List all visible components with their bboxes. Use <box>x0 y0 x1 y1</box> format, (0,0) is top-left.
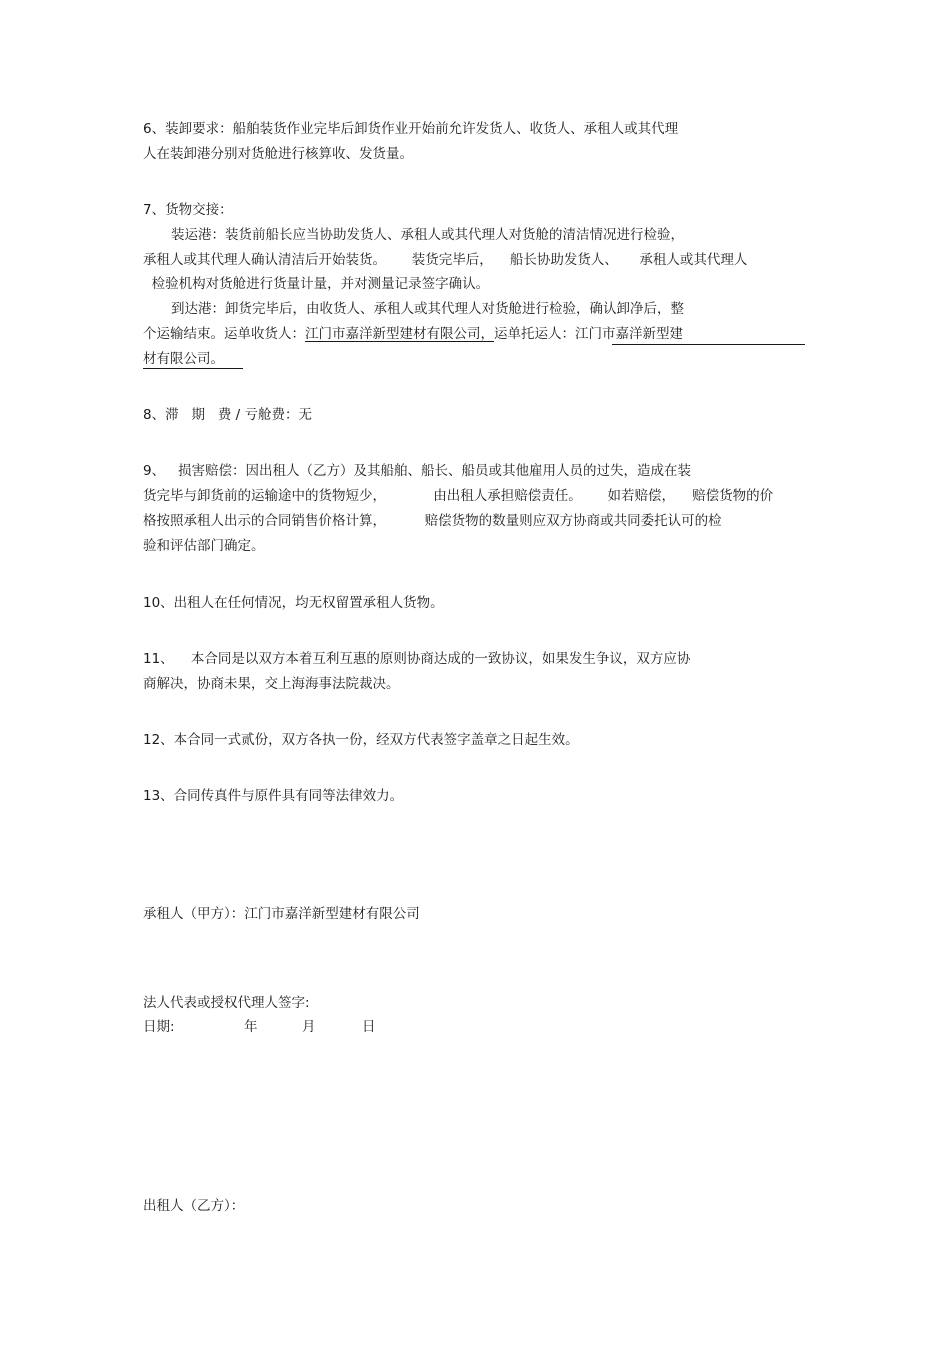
clause-7-line-5 <box>143 326 683 342</box>
clause-10-line-1: 10、出租人在任何情况，均无权留置承租人货物。 <box>143 595 444 611</box>
clause-7-line-6: 材有限公司。 <box>143 351 224 367</box>
clause-8-line-1: 8、滞 期 费 / 亏舱费：无 <box>143 407 312 423</box>
date-label: 日期: <box>143 1019 175 1035</box>
date-year: 年 <box>244 1019 258 1035</box>
shipper-underline <box>612 344 805 345</box>
clause-9-line-3: 格按照承租人出示的合同销售价格计算， 赔偿货物的数量则应双方协商或共同委托认可的检 <box>143 513 722 529</box>
shipper-underline-continued <box>143 368 243 369</box>
clause-7-line-3: 检验机构对货舱进行货量计量，并对测量记录签字确认。 <box>143 276 490 292</box>
clause-6-line-2: 人在装卸港分别对货舱进行核算收、发货量。 <box>143 146 413 162</box>
clause-6-line-1: 6、装卸要求：船舶装货作业完毕后卸货作业开始前允许发货人、收货人、承租人或其代理 <box>143 121 679 137</box>
clause-13-line-1: 13、合同传真件与原件具有同等法律效力。 <box>143 788 404 804</box>
consignee-value: 江门市嘉洋新型建材有限公司， <box>305 326 494 342</box>
clause-11-line-1: 11、 本合同是以双方本着互利互惠的原则协商达成的一致协议，如果发生争议，双方应协 <box>143 651 691 667</box>
clause-9-line-4: 验和评估部门确定。 <box>143 538 265 554</box>
clause-9-line-1: 9、 损害赔偿：因出租人（乙方）及其船舶、船长、船员或其他雇用人员的过失，造成在装 <box>143 463 691 479</box>
clause-7-line-4: 到达港：卸货完毕后，由收货人、承租人或其代理人对货舱进行检验，确认卸净后，整 <box>171 301 684 317</box>
clause-7-line-1: 装运港：装货前船长应当协助发货人、承租人或其代理人对货舱的清洁情况进行检验， <box>171 227 684 243</box>
date-month: 月 <box>302 1019 316 1035</box>
shipper-label: 运单托运人： <box>494 326 575 342</box>
clause-7-line-2: 承租人或其代理人确认清洁后开始装货。 装货完毕后， 船长协助发货人、 承租人或其代理人 <box>143 252 748 268</box>
shipper-value: 江门市嘉洋新型建 <box>575 326 683 342</box>
consignee-label: 个运输结束。运单收货人： <box>143 326 305 342</box>
signer-label: 法人代表或授权代理人签字: <box>143 995 310 1011</box>
party-b-line: 出租人（乙方）： <box>143 1198 245 1214</box>
clause-9-line-2: 货完毕与卸货前的运输途中的货物短少， 由出租人承担赔偿责任。 如若赔偿， 赔偿货物的价 <box>143 488 774 504</box>
party-a-line: 承租人（甲方）：江门市嘉洋新型建材有限公司 <box>143 906 420 922</box>
clause-12-line-1: 12、本合同一式贰份，双方各执一份，经双方代表签字盖章之日起生效。 <box>143 732 579 748</box>
clause-7-title: 7、货物交接： <box>143 202 233 218</box>
date-day: 日 <box>362 1019 376 1035</box>
clause-11-line-2: 商解决，协商未果，交上海海事法院裁决。 <box>143 676 400 692</box>
